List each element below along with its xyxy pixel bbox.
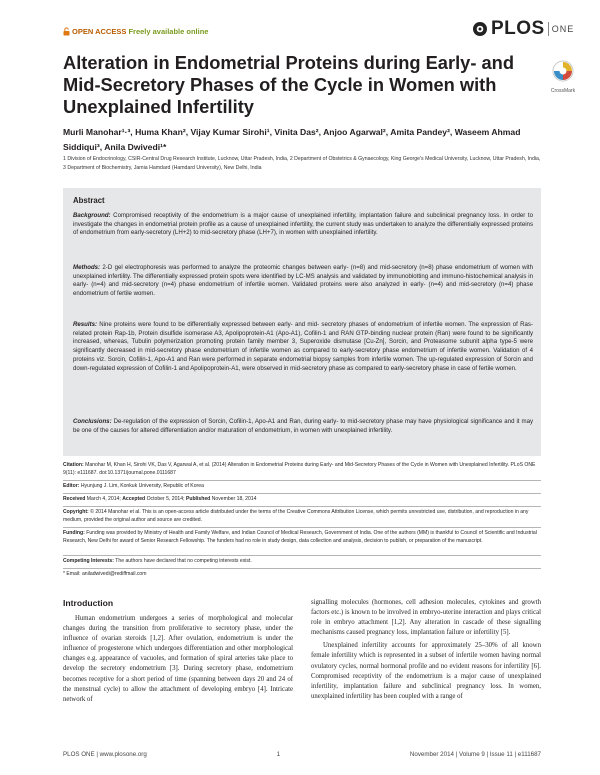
citation-text: Manohar M, Khan H, Sirohi VK, Das V, Agarwal A, et al. (2014) Alteration in Endometrial Proteins during Early- and Mid-Secretory Phases of the Cycle in Women with Unexplained Infertility. PLoS ONE 9(11): e111687. doi:10.1371/journal.pone.0111687 [63, 462, 536, 476]
abstract-methods [73, 264, 533, 299]
page-number: 1 [276, 751, 281, 758]
intro-paragraph: signalling molecules (hormones, cell adhesion molecules, cytokines and growth factors etc.) is known to be involved in embryo-uterine interaction and plays critical role in embryo attachment [1,2]. Any alteration in cascade of these signalling mechanisms caused pregnancy loss, implantation failure or infertility [5]. [311, 599, 541, 637]
funding-label: Funding: [63, 530, 85, 536]
funding [63, 530, 541, 545]
footer-issue: November 2014 | Volume 9 | Issue 11 | e111687 [409, 751, 541, 758]
editor-text: Hyunjung J. Lim, Konkuk University, Republic of Korea [80, 483, 204, 489]
conclusions-label: Conclusions: [73, 418, 112, 425]
access-label: ACCESS [95, 27, 127, 36]
citation-label: Citation: [63, 462, 84, 468]
journal-subname: ONE [551, 24, 575, 34]
footer-journal: PLOS ONE | www.plosone.org [63, 751, 147, 758]
corresponding-email[interactable]: * Email: aniladwivedi@rediffmail.com [63, 571, 147, 577]
methods-label: Methods: [73, 264, 101, 271]
citation [63, 462, 541, 477]
editor-label: Editor: [63, 483, 80, 489]
author-list: Murli Manohar¹·³, Huma Khan², Vijay Kumar Sirohi¹, Vinita Das², Anjoo Agarwal², Amita Pandey², Waseem Ahmad Siddiqui³, Anila Dwivedi¹* [63, 127, 521, 152]
competing-text: The authors have declared that no competing interests exist. [115, 558, 252, 564]
received-date: March 4, 2014; [86, 496, 121, 502]
page-footer [63, 751, 541, 758]
meta-divider [63, 493, 541, 494]
accepted-date: October 5, 2014; [146, 496, 185, 502]
abstract-results [73, 321, 533, 373]
crossmark-label: CrossMark [550, 88, 576, 94]
competing-label: Competing Interests: [63, 558, 114, 564]
competing-interests [63, 558, 541, 566]
journal-logo [472, 18, 574, 40]
logo-divider [548, 22, 549, 36]
body-column-left [63, 614, 293, 705]
abstract-heading: Abstract [73, 196, 105, 205]
article-title: Alteration in Endometrial Proteins during Early- and Mid-Secretory Phases of the Cycle in Women with Unexplained Infertility [63, 52, 514, 117]
body-column-right [311, 598, 541, 702]
freely-available-label: Freely available online [128, 27, 209, 36]
accepted-label: Accepted [122, 496, 146, 502]
copyright-label: Copyright: [63, 509, 89, 515]
meta-divider [63, 480, 541, 481]
conclusions-text: De-regulation of the expression of Sorcin, Cofilin-1, Apo-A1 and Ran, during early- to mid-secretory phase may have physiological significance and it may be one of the causes for altered differentiation and/or maturation of endometrium, in women with unexplained infertility. [73, 418, 534, 434]
published-label: Published [185, 496, 211, 502]
meta-divider [63, 506, 541, 507]
affiliations: 1 Division of Endocrinology, CSIR-Central Drug Research Institute, Lucknow, Uttar Pradesh, India, 2 Department of Obstetrics & Gynaecology, King George's Medical University, Lucknow, Uttar Pradesh, India, 3 Department of Biochemistry, Jamia Hamdard (Hamdard University), New Delhi, India [63, 156, 541, 171]
published-date: November 18, 2014 [211, 496, 257, 502]
introduction-heading: Introduction [63, 598, 114, 608]
abstract-background [73, 212, 533, 238]
meta-divider [63, 568, 541, 569]
dates [63, 496, 541, 504]
copyright [63, 509, 541, 524]
results-label: Results: [73, 321, 98, 328]
background-label: Background: [73, 212, 111, 219]
methods-text: 2-D gel electrophoresis was performed to analyze the proteomic changes between early- (n=8) and mid-secretory (n=8) phase endometrium of women with unexplained infertility. The differentially expressed protein spots were identified by LC-MS analysis and validated by immunoblotting and immuno-histochemical analysis in early- (n=4) and mid-secretory (n=4) phase endometrium of infertile women. Validated proteins were also analyzed in early- (n=4) and mid-secretory (n=4) phase endometrium of fertile women. [73, 264, 533, 298]
open-access-lock-icon [63, 27, 70, 38]
intro-paragraph: Unexplained infertility accounts for approximately 25–30% of all known female infertility which is represented in a subset of infertile women having normal ovulatory cycles, normal hormonal profile and no evident reasons for infertility [6]. Compromised receptivity of the endometrium is a major cause of unexplained infertility, implantation failure and subclinical pregnancy loss. In women, unexplained infertility has been coupled with a range of [311, 642, 541, 700]
background-text: Compromised receptivity of the endometrium is a major cause of unexplained infertility, implantation failure and subclinical pregnancy loss. In order to investigate the changes in endometrial protein profile as a cause of unexplained infertility, the current study was undertaken to analyze the differentially expressed proteins of endometrium from early-secretory (LH+2) to mid-secretory phase (LH+7), in women with unexplained infertility. [73, 212, 533, 237]
intro-paragraph: Human endometrium undergoes a series of morphological and molecular changes during the transition from proliferative to secretory phase, under the influence of ovarian steroids [1,2]. After ovulation, endometrium is under the influence of progesterone which undergoes differentiation and other morphological changes e.g. appearance of vacuoles, and formation of spiral arteries take place to develop the secretory endometrium [3]. During secretory phase, endometrium becomes receptive for a short period of time (spanning between days 20 and 24 of the menstrual cycle) to allow the attachment of developing embryo [4]. Intricate network of [63, 615, 293, 703]
received-label: Received [63, 496, 86, 502]
journal-name: PLOS [491, 18, 545, 39]
meta-divider [63, 555, 541, 556]
results-text: Nine proteins were found to be differentially expressed between early- and mid- secretory phases of endometrium of infertile women. The expression of Ras-related protein Rap-1b, Protein disulfide isomerase A3, Apolipoprotein-A1 (Apo-A1), Cofilin-1 and RAN GTP-binding nuclear protein (Ran) were found to be significantly increased, whereas, Tubulin polymerization promoting protein family member 3, Superoxide dismutase [Cu-Zn], Sorcin, and Proteasome subunit alpha type-5 were significantly decreased in mid-secretory phase endometrium of infertile women as compared to early-secretory phase endometrium of infertile women. Validation of 4 proteins viz. Sorcin, Cofilin-1, Apo-A1 and Ran were performed in separate endometrial biopsy samples from infertile women. The up-regulated expression of Sorcin and down-regulated expression of Cofilin-1 and Apolipoprotein-A1, were observed in mid-secretory phase as compared to early-secretory phase in case of fertile women. [73, 321, 533, 372]
plos-mark-icon [472, 21, 488, 37]
crossmark-badge[interactable] [545, 60, 581, 94]
open-label: OPEN [72, 27, 94, 36]
open-access-banner [63, 27, 208, 38]
crossmark-icon [552, 60, 574, 82]
copyright-text: © 2014 Manohar et al. This is an open-access article distributed under the terms of the Creative Commons Attribution License, which permits unrestricted use, distribution, and reproduction in any medium, provided the original author and source are credited. [63, 509, 529, 523]
abstract-conclusions [73, 418, 533, 435]
meta-divider [63, 527, 541, 528]
editor [63, 483, 541, 491]
funding-text: Funding was provided by Ministry of Health and Family Welfare, and Indian Council of Medical Research, Government of India. One of the authors (MM) is thankful to Council of Scientific and Industrial Research, New Delhi for award of Senior Research Fellowship. The funders had no role in study design, data collection and analysis, decision to publish, or preparation of the manuscript. [63, 530, 537, 544]
